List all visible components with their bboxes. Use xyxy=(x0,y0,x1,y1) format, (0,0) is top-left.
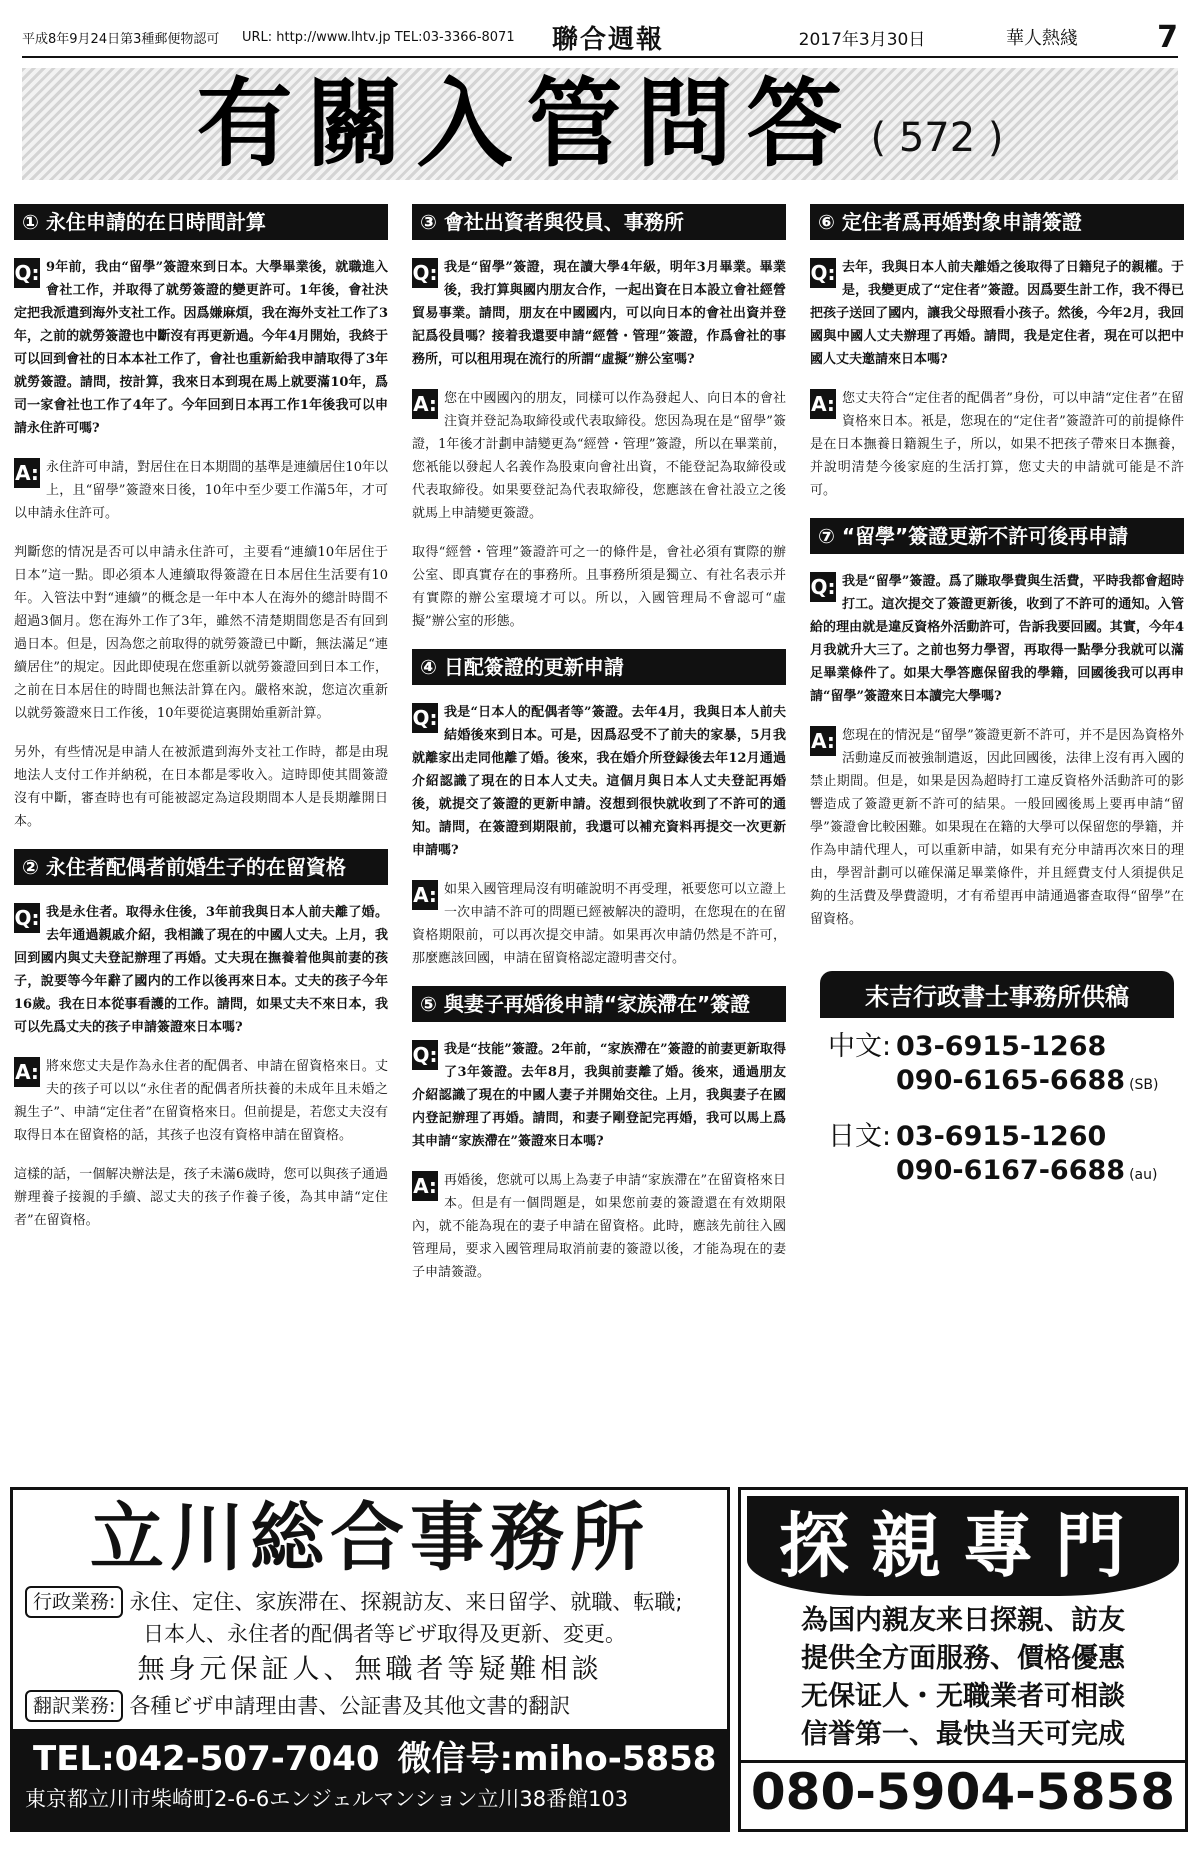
section-heading-5: ⑤ 與妻子再婚後申請“家族滯在”簽證 xyxy=(412,986,786,1022)
sponsor-box xyxy=(810,971,1184,1192)
family-visit-line-4: 信誉第一、最快当天可完成 xyxy=(801,1719,1125,1750)
family-visit-ad xyxy=(738,1487,1188,1832)
answer-6 xyxy=(810,387,1184,502)
q-mark-icon: Q: xyxy=(810,572,836,602)
question-text: 我是“日本人的配偶者等”簽證。去年4月，我與日本人前夫結婚後來到日本。可是，因爲忍受不了前夫的家暴，5月我就離家出走同他離了婚。後來，我在婚介所登録後去年12月通過介紹認識了現在的日本人丈夫。這個月與日本人丈夫登記再婚後，就提交了簽證的更新申請。沒想到很快就收到了不許可的通知。請問，在簽證到期限前，我還可以補充資料再提交一次更新申請嗎? xyxy=(412,705,786,858)
ad-address: 東京都立川市柴崎町2-6-6エンジェルマンション立川38番館103 xyxy=(25,1787,629,1811)
q-mark-icon: Q: xyxy=(412,703,438,733)
office-tel: TEL:03-3366-8071 xyxy=(394,29,515,45)
answer-text: 將來您丈夫是作為永住者的配偶者、申請在留資格來日。丈夫的孩子可以以“永住者的配偶者所扶養的未成年且未婚之親生子”、申請“定住者”在留資格來日。但前提是，若您丈夫沒有取得日本在留資格的話，其孩子也沒有資格申請在留資格。 xyxy=(14,1059,388,1143)
admin-services-text-1: 永住、定住、家族滞在、探親訪友、来日留学、就職、転職; xyxy=(129,1590,683,1614)
section-heading-7: ⑦ “留學”簽證更新不許可後再申請 xyxy=(810,518,1184,554)
q-mark-icon: Q: xyxy=(14,258,40,288)
admin-services-line xyxy=(13,1586,727,1618)
a-mark-icon: A: xyxy=(810,389,836,419)
translation-services-line xyxy=(13,1690,727,1722)
answer-text: 永住許可申請，對居住在日本期間的基準是連續居住10年以上，且“留學”簽證來日後，10年中至少要工作滿5年，才可以申請永住許可。 xyxy=(14,460,388,521)
answer-1-paragraph-2: 判斷您的情况是否可以申請永住許可，主要看“連續10年居住于日本”這一點。即必須本人連續取得簽證在日本居住生活要有10年。入管法中對“連續”的概念是一年中本人在海外的總計時間不超過3個月。您在海外工作了3年，雖然不清楚期間您是否有回到過日本。但是，因為您之前取得的就勞簽證已中斷，無法滿足“連續居住”的規定。因此即使現在您重新以就勞簽證回到日本工作，之前在日本居住的時間也無法計算在內。嚴格來說，您這次重新以就勞簽證來日工作後，10年要從這裏開始重新計算。 xyxy=(14,545,388,721)
page-number: 7 xyxy=(1157,19,1178,55)
postal-permit: 平成8年9月24日第3種郵便物認可 xyxy=(22,31,220,47)
sponsor-phones xyxy=(810,1030,1184,1192)
family-visit-line-2: 提供全方面服務、價格優惠 xyxy=(801,1643,1125,1674)
question-text: 我是“留學”簽證，現在讀大學4年級，明年3月畢業。畢業後，我打算與國内朋友合作，一起出資在日本設立會社經營貿易事業。請問，朋友在中國國内，可以向日本的會社出資并登記爲役員嗎？接着我還要申請“經營・管理”簽證，作爲會社的事務所，可以租用現在流行的所謂“虛擬”辦公室嗎? xyxy=(412,260,786,367)
tachikawa-office-ad xyxy=(10,1487,730,1832)
question-text: 我是“留學”簽證。爲了賺取學費與生活費，平時我都會超時打工。這次提交了簽證更新後，收到了不許可的通知。入管給的理由就是違反資格外活動許可，告訴我要回國。其實，今年4月我就升大三了。之前也努力學習，再取得一點學分我就可以滿足畢業條件了。如果大學答應保留我的學籍，回國後我可以再申請“留學”簽證來日本讀完大學嗎? xyxy=(810,574,1184,704)
firm-name: 立川総合事務所 xyxy=(90,1495,650,1581)
q-mark-icon: Q: xyxy=(810,258,836,288)
answer-1-paragraph-3: 另外，有些情况是申請人在被派遣到海外支社工作時，都是由現地法人支付工作并納税，在日本都是零收入。這時即使其間簽證沒有中斷，審查時也有可能被認定為這段期間本人是長期離開日本。 xyxy=(14,745,388,829)
a-mark-icon: A: xyxy=(412,389,438,419)
answer-5 xyxy=(412,1169,786,1284)
answer-4 xyxy=(412,878,786,970)
chinese-carrier: (SB) xyxy=(1129,1077,1159,1093)
admin-services-line-2: 日本人、永住者的配偶者等ビザ取得及更新、変更。 xyxy=(143,1622,626,1646)
chinese-mobile-row xyxy=(828,1064,1184,1102)
family-visit-phone: 080-5904-5858 xyxy=(741,1760,1185,1821)
answer-1 xyxy=(14,456,388,525)
answer-text: 您現在的情況是“留學”簽證更新不許可，并不是因為資格外活動違反而被強制遣返，因此回國後，法律上沒有再入國的禁止期間。但是，如果是因為超時打工違反資格外活動許可的影響造成了簽證更新不許可的結果。一般回國後馬上要再申請“留學”簽證會比較困難。如果現在在籍的大學可以保留您的學籍，并作為申請代理人，可以重新申請，如果有充分申請再次來日的理由，學習計劃可以確保滿足畢業條件，并且經費支付人須提供足夠的生活費及學費證明，才有希望再申請通過審查取得“留學”在留資格。 xyxy=(810,728,1184,927)
text-column-1 xyxy=(14,200,388,1475)
japanese-phone-1: 03-6915-1260 xyxy=(896,1121,1107,1152)
chinese-phone-row xyxy=(828,1030,1184,1064)
section-heading-4: ④ 日配簽證的更新申請 xyxy=(412,649,786,685)
ad-wechat: 微信号:miho-5858 xyxy=(397,1739,717,1779)
answer-text: 如果入國管理局沒有明確說明不再受理，衹要您可以立證上一次申請不許可的問題已經被解决的證明，在您現在的在留資格期限前，可以再次提交申請。如果再次申請仍然是不許可，那麼應該回國，申請在留資格認定證明書交付。 xyxy=(412,882,786,966)
newspaper-name: 聯合週報 xyxy=(552,24,665,55)
answer-3-paragraph-2: 取得“經營・管理”簽證許可之一的條件是，會社必須有實際的辦公室、即真實存在的事務所。且事務所須是獨立、有社名表示并有實際的辦公室環境才可以。所以，入國管理局不會認可“虛擬”辦公室的形態。 xyxy=(412,545,786,629)
section-heading-2: ② 永住者配偶者前婚生子的在留資格 xyxy=(14,849,388,885)
family-visit-line-1: 為国内親友来日探親、訪友 xyxy=(801,1605,1125,1636)
answer-text: 您在中國國內的朋友，同樣可以作為發起人、向日本的會社注資并登記為取締役或代表取締役。您因為現在是“留學”簽證，1年後才計劃申請變更為“經營・管理”簽證，所以在畢業前，您衹能以發起人名義作為股東向會社出資，不能登記為取締役或代表取締役。如果要登記為代表取締役，您應該在會社設立之後就馬上申請變更簽證。 xyxy=(412,391,786,521)
text-column-2 xyxy=(412,200,786,1475)
family-visit-heading: 探親專門 xyxy=(747,1496,1179,1596)
chinese-label: 中文: xyxy=(828,1031,892,1062)
text-column-3 xyxy=(810,200,1184,1475)
chinese-phone-2: 090-6165-6688 xyxy=(896,1065,1126,1096)
answer-text: 再婚後，您就可以馬上為妻子申請“家族滯在”在留資格來日本。但是有一個問題是，如果您前妻的簽證還在有效期限內，就不能為現在的妻子申請在留資格。此時，應該先前往入國管理局，要求入國管理局取消前妻的簽證以後，才能為現在的妻子申請簽證。 xyxy=(412,1173,786,1280)
admin-services-tag: 行政業務: xyxy=(25,1586,123,1618)
q-mark-icon: Q: xyxy=(412,1040,438,1070)
translation-services-text: 各種ビザ申請理由書、公証書及其他文書的翻訳 xyxy=(129,1694,571,1718)
japanese-phone-2: 090-6167-6688 xyxy=(896,1155,1126,1186)
japanese-mobile-row xyxy=(828,1154,1184,1192)
answer-text: 您丈夫符合“定住者的配偶者”身份，可以申請“定住者”在留資格來日本。衹是，您現在的“定住者”簽證許可的前提條件是在日本撫養日籍親生子，所以，如果不把孩子帶來日本撫養，并說明清楚今後家庭的生活打算，您丈夫的申請就可能是不許可。 xyxy=(810,391,1184,498)
ad-contact xyxy=(13,1729,727,1781)
site-url-and-tel xyxy=(242,30,552,45)
section-heading-3: ③ 會社出資者與役員、事務所 xyxy=(412,204,786,240)
q-mark-icon: Q: xyxy=(412,258,438,288)
question-text: 去年，我與日本人前夫離婚之後取得了日籍兒子的親權。于是，我變更成了“定住者”簽證。因爲要生計工作，我不得已把孩子送回了國内，讓我父母照看小孩子。然後，今年2月，我回國與中國人丈夫辦理了再婚。請問，我是定住者，現在可以把中國人丈夫邀請來日本嗎? xyxy=(810,260,1184,367)
japanese-label: 日文: xyxy=(828,1121,892,1152)
answer-7 xyxy=(810,724,1184,931)
question-1 xyxy=(14,256,388,440)
column-title: 有關入管問答 xyxy=(196,67,857,180)
ad-tel: TEL:042-507-7040 xyxy=(33,1739,380,1779)
chinese-phone-1: 03-6915-1268 xyxy=(896,1031,1107,1062)
answer-2 xyxy=(14,1055,388,1147)
question-3 xyxy=(412,256,786,371)
section-heading-6: ⑥ 定住者爲再婚對象申請簽證 xyxy=(810,204,1184,240)
translation-services-tag: 翻訳業務: xyxy=(25,1690,123,1722)
question-2 xyxy=(14,901,388,1039)
a-mark-icon: A: xyxy=(412,1171,438,1201)
japanese-phone-row xyxy=(828,1120,1184,1154)
a-mark-icon: A: xyxy=(412,880,438,910)
a-mark-icon: A: xyxy=(14,1057,40,1087)
question-4 xyxy=(412,701,786,862)
site-url: URL: http://www.lhtv.jp xyxy=(242,29,391,45)
ad-contact-bar xyxy=(13,1729,727,1829)
a-mark-icon: A: xyxy=(810,726,836,756)
question-7 xyxy=(810,570,1184,708)
answer-3 xyxy=(412,387,786,525)
sponsor-heading: 末吉行政書士事務所供稿 xyxy=(820,971,1174,1018)
section-heading-1: ① 永住申請的在日時間計算 xyxy=(14,204,388,240)
question-text: 我是“技能”簽證。2年前，“家族滯在”簽證的前妻更新取得了3年簽證。去年8月，我與前妻離了婚。後來，通過朋友介紹認識了現在的中國人妻子并開始交往。上月，我與妻子在國内登記辦理了再婚。請問，和妻子剛登記完再婚，我可以馬上爲其申請“家族滯在”簽證來日本嗎? xyxy=(412,1042,786,1149)
consultation-slogan: 無身元保証人、無職者等疑難相談 xyxy=(137,1654,603,1685)
masthead-bar xyxy=(22,18,1178,58)
question-5 xyxy=(412,1038,786,1153)
question-text: 我是永住者。取得永住後，3年前我與日本人前夫離了婚。去年通過親戚介紹，我相識了現在的中國人丈夫。上月，我回到國内與丈夫登記辦理了再婚。丈夫現在撫養着他與前妻的孩子，說要等今年辭了國内的工作以後再來日本。丈夫的孩子今年16歲。我在日本從事看護的工作。請問，如果丈夫不來日本，我可以先爲丈夫的孩子申請簽證來日本嗎? xyxy=(14,905,388,1035)
question-text: 9年前，我由“留學”簽證來到日本。大學畢業後，就職進入會社工作，并取得了就勞簽證的變更許可。1年後，會社決定把我派遣到海外支社工作。因爲嫌麻煩，我在海外支社工作了3年，之前的就勞簽證也中斷沒有再更新過。今年4月開始，我終于可以回到會社的日本本社工作了，會社也重新給我申請取得了3年就勞簽證。請問，按計算，我來日本到現在馬上就要滿10年，爲司一家會社也工作了4年了。今年回到日本再工作1年後我可以申請永住許可嗎? xyxy=(14,260,388,436)
column-issue-number: ( 572 ) xyxy=(870,115,1004,161)
family-visit-line-3: 无保证人・无職業者可相談 xyxy=(801,1681,1125,1712)
answer-2-paragraph-2: 這樣的話，一個解决辦法是，孩子未滿6歲時，您可以與孩子通過辦理養子接親的手續、認丈夫的孩子作養子後，為其申請“定住者”在留資格。 xyxy=(14,1167,388,1228)
column-banner xyxy=(22,68,1178,180)
q-mark-icon: Q: xyxy=(14,903,40,933)
question-6 xyxy=(810,256,1184,371)
section-name: 華人熱綫 xyxy=(1006,28,1078,49)
a-mark-icon: A: xyxy=(14,458,40,488)
issue-date: 2017年3月30日 xyxy=(798,29,926,50)
japanese-carrier: (au) xyxy=(1129,1167,1158,1183)
